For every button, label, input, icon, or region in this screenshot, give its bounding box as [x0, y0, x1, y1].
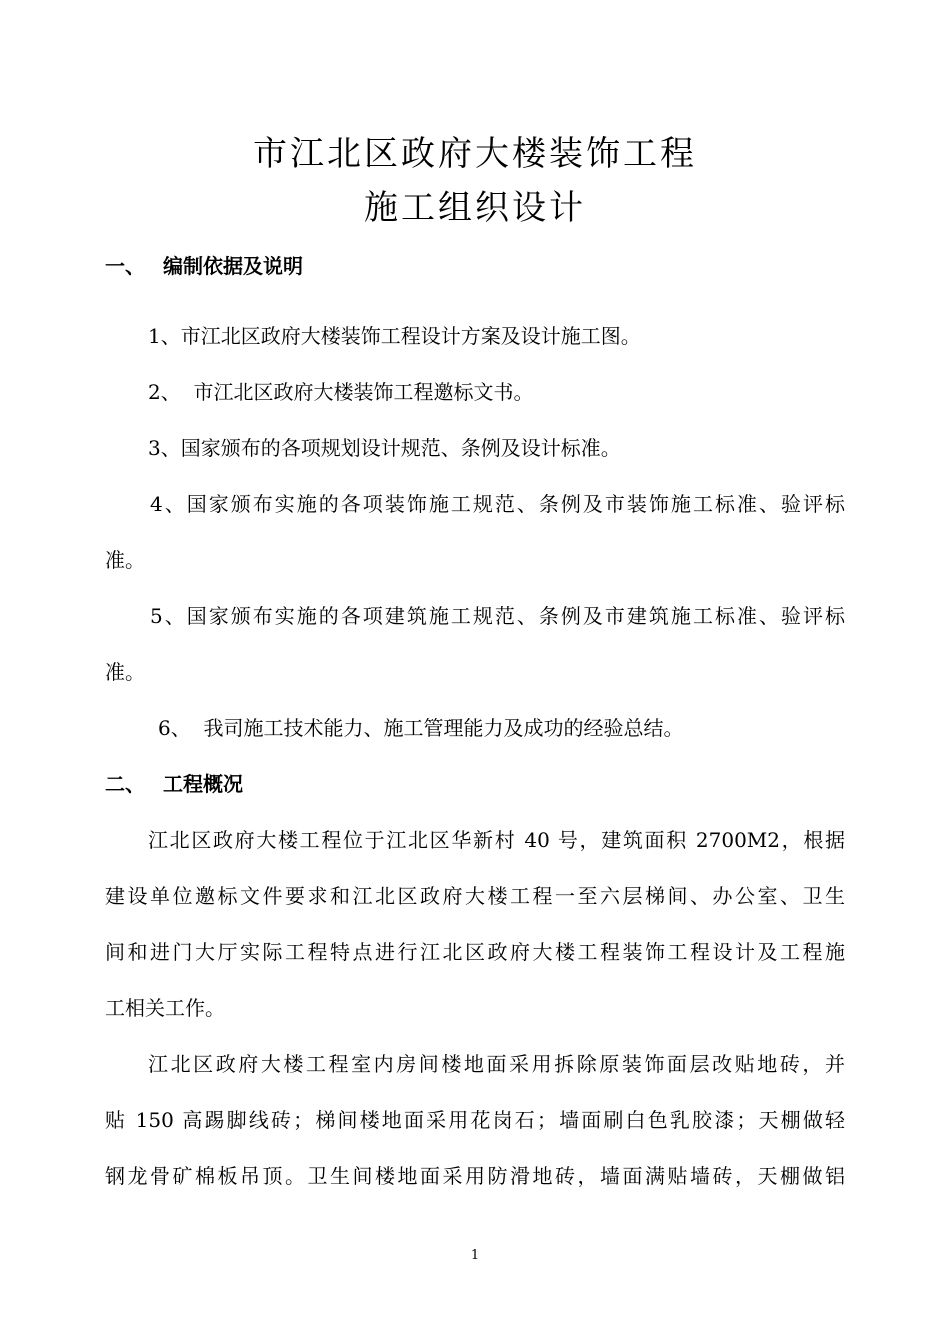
section-number: 二、: [105, 772, 145, 796]
page-number: 1: [470, 1248, 480, 1263]
list-item-continuation: 准。: [105, 548, 145, 572]
paragraph-line: 江北区政府大楼工程位于江北区华新村 40 号，建筑面积 2700M2，根据: [148, 828, 845, 852]
list-item: 2、 市江北区政府大楼装饰工程邀标文书。: [148, 380, 534, 404]
section-heading-2: [105, 770, 243, 798]
section-heading-1: [105, 252, 303, 280]
list-item: 1、市江北区政府大楼装饰工程设计方案及设计施工图。: [148, 324, 641, 348]
paragraph-line: 建设单位邀标文件要求和江北区政府大楼工程一至六层梯间、办公室、卫生: [105, 884, 845, 908]
document-title-line-2: 施工组织设计: [364, 188, 586, 228]
section-number: 一、: [105, 254, 145, 278]
paragraph-line: 江北区政府大楼工程室内房间楼地面采用拆除原装饰面层改贴地砖，并: [148, 1052, 845, 1076]
list-item: 6、 我司施工技术能力、施工管理能力及成功的经验总结。: [158, 716, 684, 740]
document-title-line-1: 市江北区政府大楼装饰工程: [253, 134, 697, 174]
section-title: 编制依据及说明: [163, 254, 303, 278]
list-item: 3、国家颁布的各项规划设计规范、条例及设计标准。: [148, 436, 621, 460]
list-item-continuation: 准。: [105, 660, 145, 684]
list-item: 5、国家颁布实施的各项建筑施工规范、条例及市建筑施工标准、验评标: [150, 604, 845, 628]
paragraph-line: 工相关工作。: [105, 996, 225, 1020]
list-item: 4、国家颁布实施的各项装饰施工规范、条例及市装饰施工标准、验评标: [150, 492, 845, 516]
section-title: 工程概况: [163, 772, 243, 796]
paragraph-line: 贴 150 高踢脚线砖；梯间楼地面采用花岗石；墙面刷白色乳胶漆；天棚做轻: [105, 1108, 845, 1132]
paragraph-line: 钢龙骨矿棉板吊顶。卫生间楼地面采用防滑地砖，墙面满贴墙砖，天棚做铝: [105, 1164, 845, 1188]
paragraph-line: 间和进门大厅实际工程特点进行江北区政府大楼工程装饰工程设计及工程施: [105, 940, 845, 964]
